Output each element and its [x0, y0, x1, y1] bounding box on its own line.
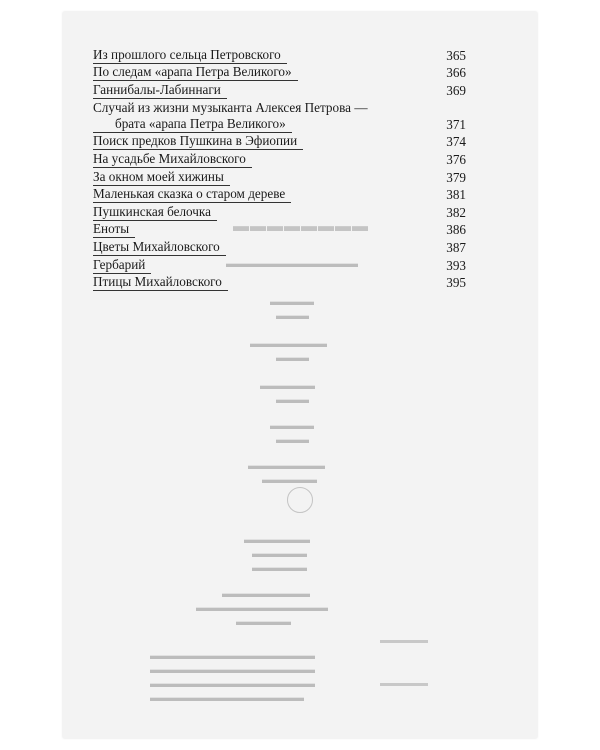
- toc-entry: [93, 221, 466, 239]
- toc-title: Еноты: [93, 220, 135, 238]
- toc-title: Поиск предков Пушкина в Эфиопии: [93, 132, 303, 150]
- toc-page-number: 376: [446, 151, 466, 167]
- toc-entry: [93, 186, 466, 204]
- toc-title: Маленькая сказка о старом дереве: [93, 185, 291, 203]
- toc-title: Ганнибалы-Лабиннаги: [93, 81, 227, 99]
- toc-page-number: 382: [446, 204, 466, 220]
- toc-page-number: 374: [446, 134, 466, 150]
- toc-page-number: 369: [446, 82, 466, 98]
- toc-page-number: 381: [446, 187, 466, 203]
- toc-entry: [93, 256, 466, 274]
- toc-title-continuation: брата «арапа Петра Великого»: [93, 115, 292, 133]
- toc-title: На усадьбе Михайловского: [93, 150, 252, 168]
- toc-entry: [93, 168, 466, 186]
- toc-entry: [93, 133, 466, 151]
- toc-title: Из прошлого сельца Петровского: [93, 46, 287, 64]
- toc-title: Птицы Михайловского: [93, 273, 228, 291]
- toc-page-number: 395: [446, 275, 466, 291]
- toc-entry: [93, 64, 466, 82]
- toc-title: Гербарий: [93, 256, 151, 274]
- toc-entry: [93, 274, 466, 292]
- toc-entry: [93, 99, 466, 133]
- toc-entry: [93, 46, 466, 64]
- toc-entry: [93, 238, 466, 256]
- table-of-contents: [93, 46, 466, 291]
- toc-page-number: 379: [446, 169, 466, 185]
- toc-page-number: 386: [446, 222, 466, 238]
- toc-entry: [93, 81, 466, 99]
- toc-title: По следам «арапа Петра Великого»: [93, 63, 298, 81]
- toc-title: Цветы Михайловского: [93, 238, 226, 256]
- toc-entry: [93, 203, 466, 221]
- toc-page-number: 371: [446, 116, 466, 132]
- toc-page-number: 387: [446, 239, 466, 255]
- toc-title: За окном моей хижины: [93, 168, 230, 186]
- toc-page-number: 393: [446, 257, 466, 273]
- toc-entry: [93, 150, 466, 168]
- toc-page-number: 366: [446, 65, 466, 81]
- toc-title: Пушкинская белочка: [93, 203, 217, 221]
- toc-page-number: 365: [446, 47, 466, 63]
- toc-title: Случай из жизни музыканта Алексея Петрова —: [93, 99, 368, 115]
